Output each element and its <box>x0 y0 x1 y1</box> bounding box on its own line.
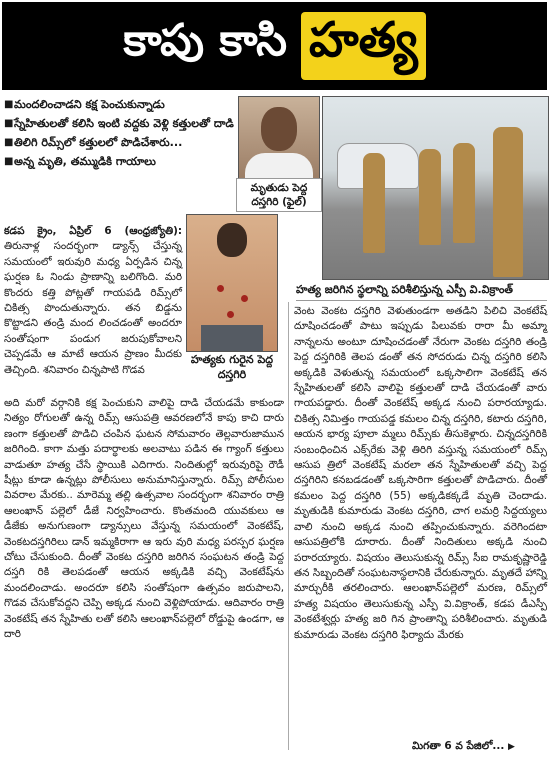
continued-link[interactable] <box>412 740 515 755</box>
column-divider <box>288 302 289 750</box>
bullet-square-icon: ■ <box>4 156 14 167</box>
headline-part1: కాపు కాసి <box>123 15 287 66</box>
bullet-text: అన్న మృతి, తమ్ముడికి గాయాలు <box>14 155 156 168</box>
bullet-square-icon: ■ <box>4 99 14 110</box>
injured-head <box>217 223 247 257</box>
officer-figure <box>453 143 475 243</box>
injured-pants <box>201 325 263 351</box>
bullet-item <box>4 153 234 170</box>
officer-figure <box>419 149 441 245</box>
bullet-item <box>4 115 234 132</box>
continued-text: మిగతా 6 వ పేజిలో... <box>412 740 505 752</box>
arrow-right-icon: ▶ <box>508 742 515 752</box>
headline-part2: హత్య <box>301 12 426 80</box>
victim-caption: మృతుడు పెద్ద దస్తగిరి (ఫైల్) <box>236 178 322 212</box>
officer-figure <box>493 127 523 277</box>
bullet-text: మందలించాడని కక్ష పెంచుకున్నాడు <box>14 98 165 111</box>
dateline: కడప క్రైం, ఏప్రిల్ 6 (ఆంధ్రజ్యోతి): <box>4 225 182 237</box>
injured-photo <box>186 214 278 352</box>
bullet-list <box>4 96 234 172</box>
bullet-text: తిలిగి రిమ్స్‌లో కత్తులలో పొడిచేశారు... <box>14 136 183 149</box>
wound-mark <box>241 295 248 302</box>
article-text: అది మరో వర్గానికి కక్ష పెంచుకుని వాలిపై దాడి చేయడమే కాకుండా నిత్యం రోగులతో ఉన్న రిమ్స్ ఆసుపత్రి ఆవరణలోనే కాపు కాచి దారు ణంగా కత్తులతో పొడిచి చంపిన ఘటన సోమవారం తెల్లవారుజామున జరిగింది. కాగా మత్తు పదార్థాలకు అలవాటు పడిన ఈ గ్యాంగ్ కత్తులు వాడుతూ హత్య చేసే స్థాయికి ఎదిగారు. నిందితుల్లో ఇరువురిపై రౌడీ షీట్లు కూడా ఉన్నట్లు పోలీసులు అనుమానిస్తున్నారు. రిమ్స్ పోలీసుల వివరాల మేరకు.. మారెమ్మ తల్లి ఉత్సవాల సందర్భంగా శనివారం రాత్రి ఆలంఖాన్ పల్లెలో డీజే నిర్వహించారు. కొంతమంది యువకులు ఆ డీజేకు అనుగుణంగా డ్యాన్సులు వేస్తున్న సమయంలో వెంకటేష్, వెంకటదస్తగిరిలు డాన్ ఇమ్మకిరాగా ఆ ఇరు వురి మధ్య పరస్పర ఘర్షణ చోటు చేసుకుంది. దీంతో వెంకట దస్తగిరి జరిగిన సంఘటన తండ్రి పెద్ద దస్తగి రికి తెలపడంతో ఆయన అక్కడికి వచ్చి వెంకటేష్‌ను మందలించాడు. అందరూ కలిసి సంతోషంగా ఉత్సవం జరుపాలని, గొడవ చేసుకోవద్దని చెప్పి అక్కడ నుంచి వెళ్లిపోయాడు. ఆదివారం రాత్రి వెంకటేష్ తన స్నేహితు లతో కలిసి ఆలంఖాన్‌పల్లెలో రోడ్డుపై ఉండగా, ఆ దారి <box>4 397 284 641</box>
officer-figure <box>363 153 385 253</box>
scene-caption: హత్య జరిగిన స్థలాన్ని పరిశీలిస్తున్న ఎస్పీ వి.విక్రాంత్ <box>296 280 547 301</box>
victim-face <box>261 107 297 151</box>
wound-mark <box>227 311 234 318</box>
article-text: తిరునాళ్ల సందర్భంగా డ్యాన్స్ చేస్తున్న సమయంలో ఇరువురి మధ్య ఏర్పడిన చిన్న ఘర్షణ ఓ నిండు ప్రాణాన్ని బలిగొంది. మరి కొందరు కత్తి పోట్లతో గాయపడి రిమ్స్‌లో చికిత్స పొందుతున్నారు. తన బిడ్డను కొట్టాడని తండ్రి మంద లించడంతో అందరూ సంతోషంగా పండుగ జరుపుకోవాలని చెప్పడమే ఆ మాటే ఆయన ప్రాణం మీదకు తెచ్చింది. శనివారం చిన్నపాటి గొడవ <box>4 240 182 376</box>
bullet-item <box>4 96 234 113</box>
crime-scene-photo <box>322 96 549 280</box>
article-column-right <box>294 304 547 643</box>
article-column-left <box>4 396 284 643</box>
injured-caption: హత్యకు గురైన పెద్ద దస్తగిరి <box>190 353 274 381</box>
bullet-square-icon: ■ <box>4 137 14 148</box>
bullet-text: స్నేహితులతో కలిసి ఇంటి వద్దకు వెళ్లి కత్తులతో దాడి <box>14 117 234 130</box>
article-column-left-top <box>4 224 182 378</box>
headline-banner <box>2 2 547 90</box>
bullet-square-icon: ■ <box>4 118 14 129</box>
bullet-item <box>4 134 234 151</box>
article-text: వెంట వెంకట దస్తగిరి వెళుతుండగా అతడిని పిలిచి వెంకటేష్ దూషించడంతో పాటు ఇప్పుడు పిలువకు రారా మీ అమ్మా నాన్నలను అంటూ దూషించడంతో నేరుగా వెంకట దస్తగిరి తండ్రి పెద్ద దస్తగిరికి తెలప డంతో తన సోదరుడు చిన్న దస్తగిరి కలిసి అక్కడికి వెళుతున్న సమయంలో ఒక్కసాలిగా వెంకటేష్ తన స్నేహితులతో కలిసి వాలిపై కత్తులతో దాడి చేయడంతో వారు గాయపడ్డారు. దీంతో వెంకటేష్ అక్కడ నుంచి పరారయ్యాడు. చికిత్స నిమిత్తం గాయపడ్డ కమలం చిన్న దస్తగిరి, కటారు దస్తగిరి, ఆయన భార్య పూలా మ్మలు రిమ్స్‌కు తీసుకెళ్లారు. చిన్నదస్తగిరికి సంబంధించిన ఎక్స్‌రేకు వెళ్లి తిరిగి వస్తున్న సమయంలో రిమ్స్ ఆసుప త్రిలో వెంకటేష్ మరలా తన స్నేహితులతో వచ్చి పెద్ద దస్తగిరిని కనబడడంతో ఒక్కసారిగా కత్తులతో పొడిచారు. దీంతో కమలం పెద్ద దస్తగిరి (55) అక్కడికక్కడే మృతి చెందాడు. మృతుడికి కుమారుడు వెంకట దస్తగిరి, చాగ లమర్రి సిద్దయ్యలు వాలి నుంచి అక్కడ నుంచి తప్పించుకున్నారు. వరెగిందటా ఆసుపత్రిలోకి దూరారు. దీంతో నిందితులు అక్కడి నుంచి పరారయ్యారు. విషయం తెలుసుకున్న రిమ్స్ సీఐ రామకృష్ణారెడ్డి తన సిబ్బందితో సంఘటనాస్థలానికి చేరుకున్నారు. మృతదే హాన్ని మార్చురీకి తరలించారు. ఆలంఖాన్‌పల్లెలో మరణ, రిమ్స్‌లో హత్య విషయం తెలుసుకున్న ఎస్పీ వి.విక్రాంత్, కడప డీఎస్పీ వెంకటేశ్వర్లు హత్య జరి గిన ప్రాంతాన్ని పరిశీలించారు. మృతుడి కుమారుడు వెంకట దస్తగిరి ఫిర్యాదు మేరకు <box>294 305 547 641</box>
wound-mark <box>217 285 224 292</box>
